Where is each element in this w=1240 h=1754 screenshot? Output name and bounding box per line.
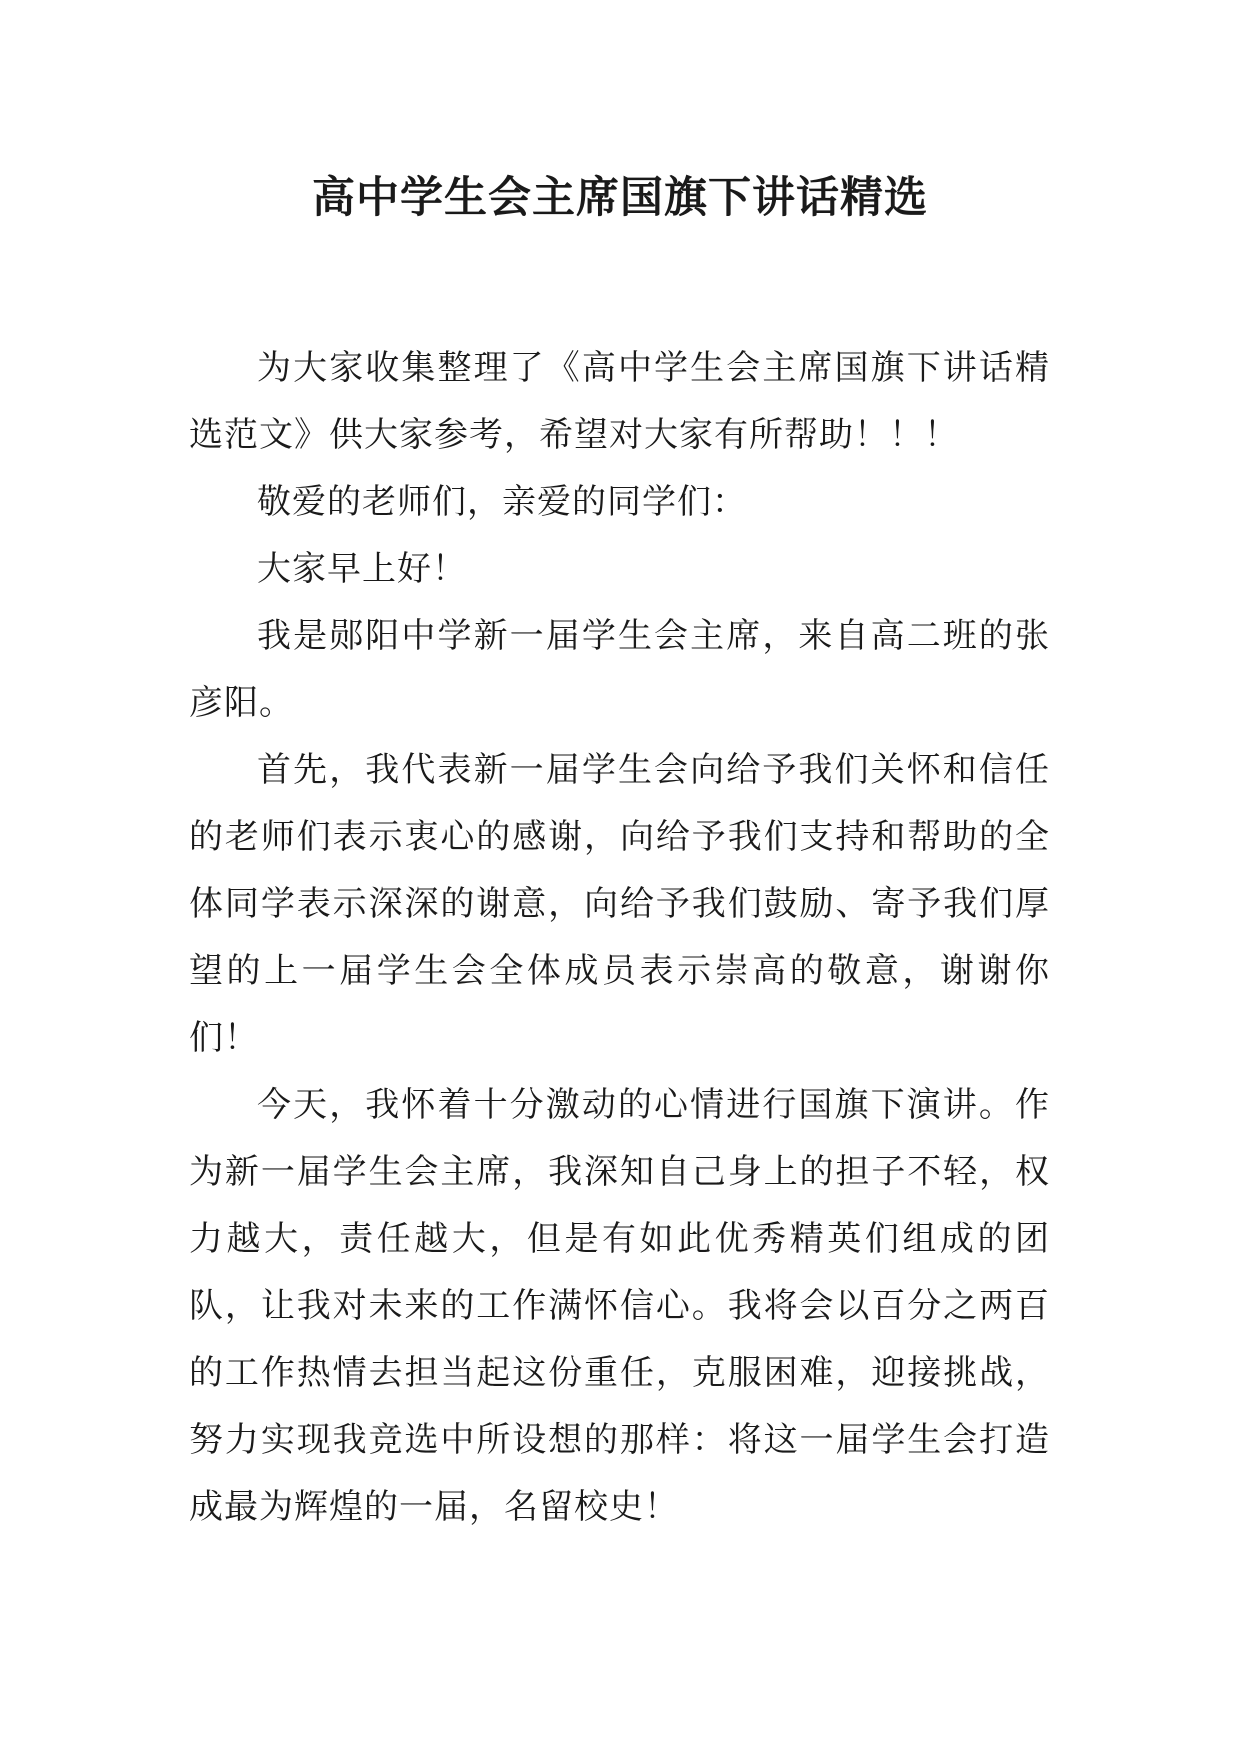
paragraph-self-introduction: 我是郧阳中学新一届学生会主席，来自高二班的张彦阳。 [189, 616, 1050, 723]
paragraph-intro: 为大家收集整理了《高中学生会主席国旗下讲话精选范文》供大家参考，希望对大家有所帮助！！！ [189, 348, 1050, 455]
paragraph-thanks: 首先，我代表新一届学生会向给予我们关怀和信任的老师们表示衷心的感谢，向给予我们支持和帮助的全体同学表示深深的谢意，向给予我们鼓励、寄予我们厚望的上一届学生会全体成员表示崇高的敬意，谢谢你们！ [189, 750, 1050, 1058]
document-body [189, 335, 1050, 1541]
paragraph-salutation: 敬爱的老师们，亲爱的同学们： [257, 482, 747, 522]
document-title: 高中学生会主席国旗下讲话精选 [312, 173, 928, 223]
paragraph-commitment: 今天，我怀着十分激动的心情进行国旗下演讲。作为新一届学生会主席，我深知自己身上的担子不轻，权力越大，责任越大，但是有如此优秀精英们组成的团队，让我对未来的工作满怀信心。我将会以百分之两百的工作热情去担当起这份重任，克服困难，迎接挑战，努力实现我竞选中所设想的那样：将这一届学生会打造成最为辉煌的一届，名留校史！ [189, 1085, 1050, 1527]
paragraph-greeting: 大家早上好！ [257, 549, 467, 589]
